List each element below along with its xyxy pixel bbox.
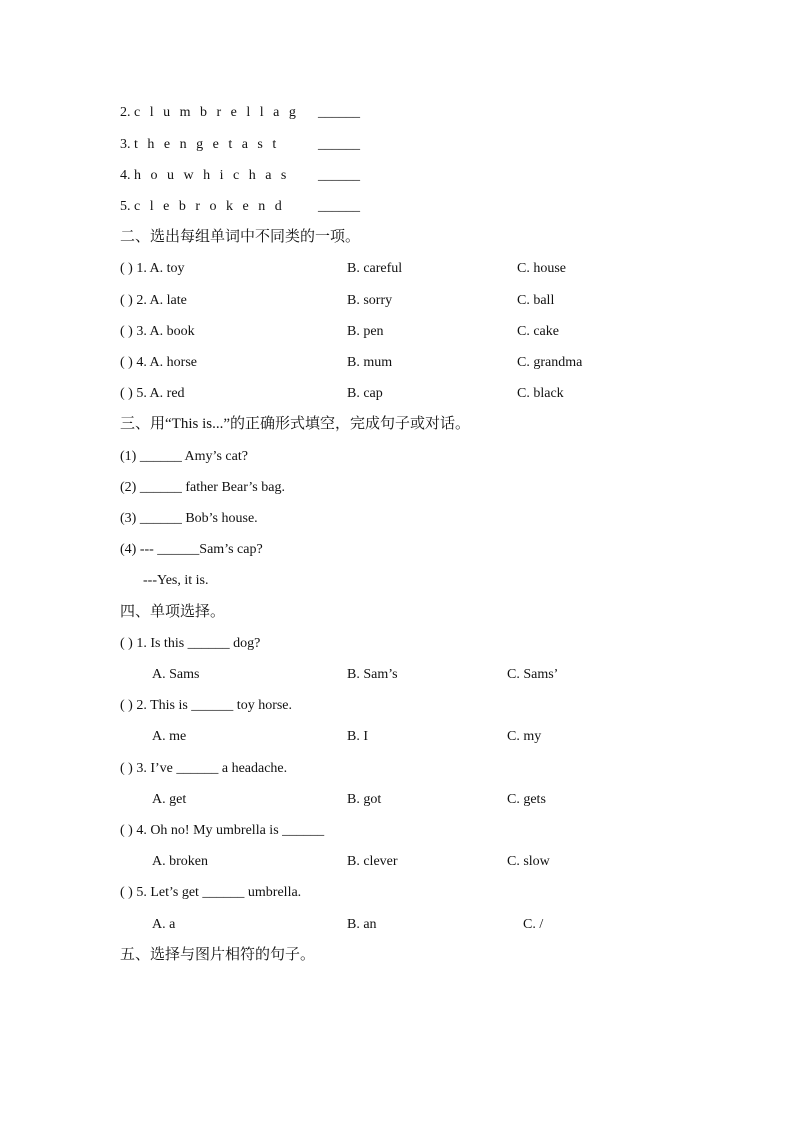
option-c: C. Sams’ [507, 667, 559, 682]
option-c: C. gets [507, 792, 546, 807]
option-c: C. house [517, 261, 566, 276]
question-2-2: ( ) 2. A. late [120, 293, 187, 308]
mc-question-1: ( ) 1. Is this ______ dog? [120, 636, 261, 651]
scrambled-letters: t h e n g e t a s t [134, 137, 280, 152]
option-c: C. slow [507, 854, 550, 869]
mc-question-3: ( ) 3. I’ve ______ a headache. [120, 761, 288, 776]
fill-item-4: (4) --- ______Sam’s cap? [120, 542, 263, 557]
answer-blank[interactable]: ______ [318, 105, 360, 120]
scrambled-letters: h o u w h i c h a s [134, 168, 290, 183]
question-2-3: ( ) 3. A. book [120, 324, 195, 339]
scramble-item [120, 167, 289, 185]
option-b: B. clever [347, 854, 398, 869]
option-b: B. Sam’s [347, 667, 398, 682]
scramble-item [120, 198, 285, 216]
scramble-item [120, 136, 279, 154]
question-2-5: ( ) 5. A. red [120, 386, 185, 401]
option-a: A. me [152, 729, 187, 744]
item-number: 5. [120, 199, 131, 214]
scrambled-letters: c l e b r o k e n d [134, 199, 285, 214]
answer-blank[interactable]: ______ [318, 137, 360, 152]
option-b: B. careful [347, 261, 403, 276]
answer-blank[interactable]: ______ [318, 168, 360, 183]
section-5-title: 五、选择与图片相符的句子。 [120, 947, 316, 963]
option-a: A. get [152, 792, 187, 807]
question-2-4: ( ) 4. A. horse [120, 355, 197, 370]
option-b: B. got [347, 792, 382, 807]
option-b: B. I [347, 729, 368, 744]
question-2-1: ( ) 1. A. toy [120, 261, 185, 276]
scramble-item [120, 104, 299, 122]
mc-question-5: ( ) 5. Let’s get ______ umbrella. [120, 885, 302, 900]
option-a: A. Sams [152, 667, 200, 682]
mc-question-4: ( ) 4. Oh no! My umbrella is ______ [120, 823, 325, 838]
fill-item-3: (3) ______ Bob’s house. [120, 511, 258, 526]
option-a: A. a [152, 917, 176, 932]
answer-blank[interactable]: ______ [318, 199, 360, 214]
item-number: 3. [120, 137, 131, 152]
option-b: B. cap [347, 386, 383, 401]
option-a: A. broken [152, 854, 208, 869]
option-b: B. pen [347, 324, 384, 339]
option-c: C. grandma [517, 355, 583, 370]
option-c: C. black [517, 386, 564, 401]
mc-question-2: ( ) 2. This is ______ toy horse. [120, 698, 293, 713]
section-4-title: 四、单项选择。 [120, 604, 226, 620]
option-b: B. sorry [347, 293, 393, 308]
item-number: 2. [120, 105, 131, 120]
option-c: C. my [507, 729, 542, 744]
option-b: B. mum [347, 355, 393, 370]
scrambled-letters: c l u m b r e l l a g [134, 105, 299, 120]
option-c: C. / [523, 917, 544, 932]
dialog-answer: ---Yes, it is. [143, 573, 209, 588]
option-b: B. an [347, 917, 377, 932]
section-2-title: 二、选出每组单词中不同类的一项。 [120, 229, 361, 245]
option-c: C. ball [517, 293, 555, 308]
fill-item-1: (1) ______ Amy’s cat? [120, 449, 248, 464]
fill-item-2: (2) ______ father Bear’s bag. [120, 480, 285, 495]
section-3-title: 三、用“This is...”的正确形式填空，完成句子或对话。 [120, 416, 470, 432]
item-number: 4. [120, 168, 131, 183]
option-c: C. cake [517, 324, 559, 339]
